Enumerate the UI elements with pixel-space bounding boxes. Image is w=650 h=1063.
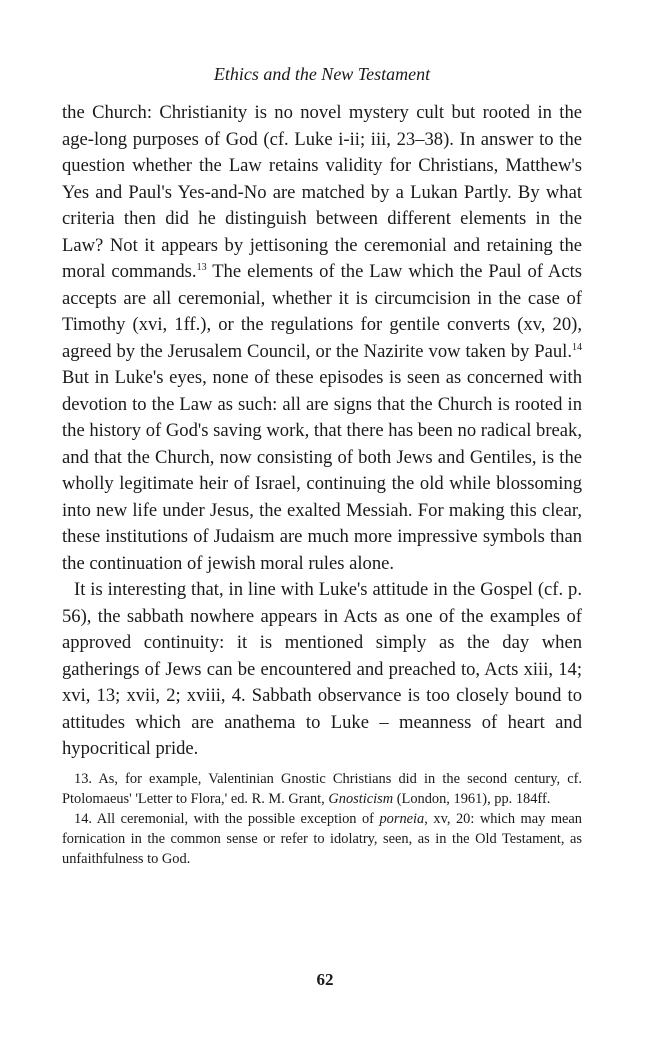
paragraph-2: It is interesting that, in line with Luke's attitude in the Gospel (cf. p. 56), the sabbath nowhere appears in Acts as one of the examples of approved continuity: it is mentioned simply as the day when gatherings of Jews can be encountered and preached to, Acts xiii, 14; xvi, 13; xvii, 2; xviii, 4. Sabbath observance is too closely bound to attitudes which are anathema to Luke – meanness of heart and hypocritical pride. [62,579,582,759]
footnotes [62,769,582,869]
book-page [62,62,582,869]
footnote-14-part-b: , xv, 20: which may mean fornication in the common sense or refer to idolatry, seen, as in the Old Testament, as unfaithfulness to God. [62,810,582,867]
footnote-14-part-a: 14. All ceremonial, with the possible exception of [74,810,380,827]
footnote-13-title: Gnosticism [328,790,394,807]
paragraph-1-part-a: the Church: Christianity is no novel mystery cult but rooted in the age-long purposes of God (cf. Luke i-ii; iii, 23–38). In answer to the question whether the Law retains validity for Christians, Matthew's Yes and Paul's Yes-and-No are matched by a Lukan Partly. By what criteria then did he distinguish between different elements in the Law? Not it appears by jettisoning the ceremonial and retaining the moral commands. [62,102,582,282]
page-number: 62 [316,970,334,989]
running-head: Ethics and the New Testament [213,64,431,84]
footnote-14 [62,809,582,869]
paragraph-1 [62,100,582,577]
footnote-13-part-b: (London, 1961), pp. 184ff. [393,790,551,807]
paragraph-1-part-b: The elements of the Law which the Paul of Acts accepts are all ceremonial, whether it is circumcision in the case of Timothy (xvi, 1ff.), or the regulations for gentile converts (xv, 20), agreed by the Jerusalem Council, or the Nazirite vow taken by Paul. [62,261,582,362]
footnote-14-term: porneia [379,810,425,827]
body-text [62,100,582,763]
paragraph-1-part-c: But in Luke's eyes, none of these episodes is seen as concerned with devotion to the Law as such: all are signs that the Church is rooted in the history of God's saving work, that there has been no radical break, and that the Church, now consisting of both Jews and Gentiles, is the wholly legitimate heir of Israel, continuing the old while blossoming into new life under Jesus, the exalted Messiah. For making this clear, these institutions of Judaism are much more impressive symbols than the continuation of jewish moral rules alone. [62,367,582,574]
footnote-ref-14: 14 [572,341,582,353]
footnote-13 [62,769,582,809]
footnote-ref-13: 13 [196,261,207,273]
footnote-13-part-a: 13. As, for example, Valentinian Gnostic Christians did in the second century, cf. Ptolomaeus' 'Letter to Flora,' ed. R. M. Grant, [62,770,582,807]
